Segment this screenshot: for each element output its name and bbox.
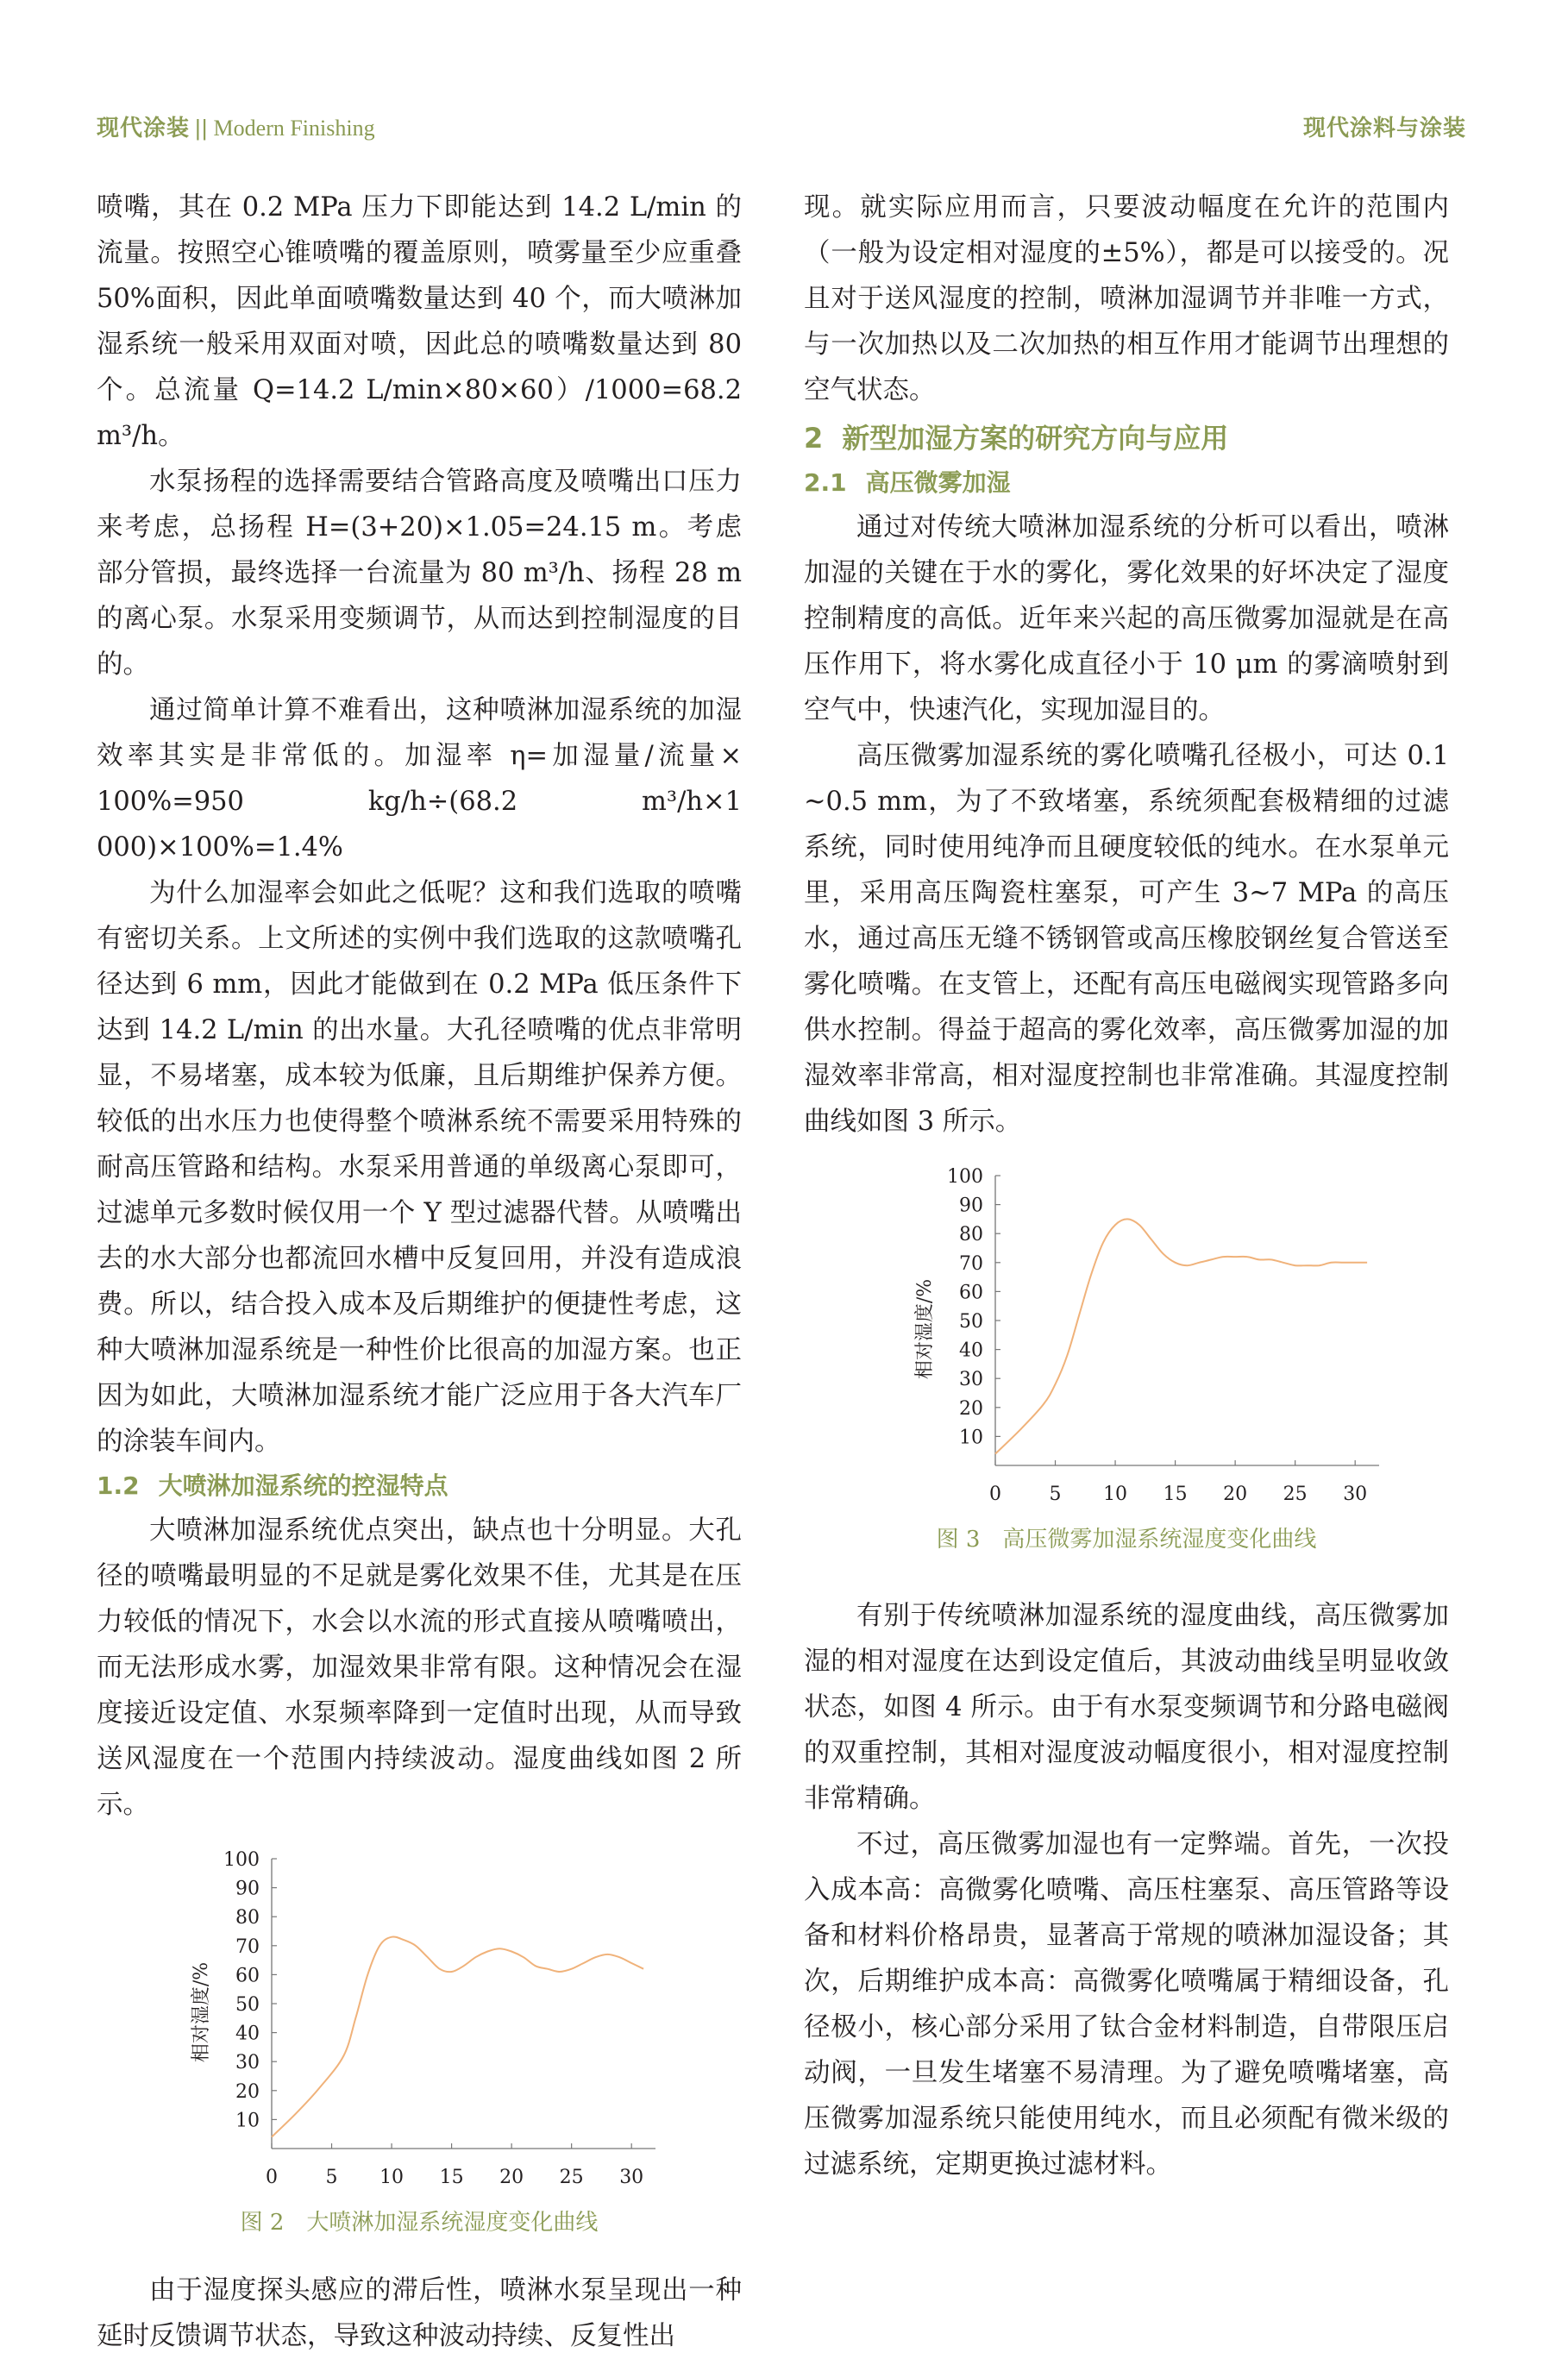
- y-tick-label: 20: [959, 1397, 983, 1420]
- x-tick-label: 20: [499, 2167, 524, 2188]
- y-tick-label: 100: [947, 1166, 983, 1188]
- paragraph: 由于湿度探头感应的滞后性，喷淋水泵呈现出一种延时反馈调节状态，导致这种波动持续、反复性出: [97, 2275, 742, 2351]
- paragraph: 高压微雾加湿系统的雾化喷嘴孔径极小，可达 0.1 ~0.5 mm，为了不致堵塞，系统须配套极精细的过滤系统，同时使用纯净而且硬度较低的纯水。在水泵单元里，采用高压陶瓷柱塞泵，可产生 3~7 MPa 的高压水，通过高压无缝不锈钢管或高压橡胶钢丝复合管送至雾化喷嘴。在支管上，还配有高压电磁阀实现管路多向供水控制。得益于超高的雾化效率，高压微雾加湿的加湿效率非常高，相对湿度控制也非常准确。其湿度控制曲线如图 3 所示。: [804, 741, 1449, 1137]
- y-tick-label: 30: [235, 2052, 260, 2074]
- y-tick-label: 80: [959, 1224, 983, 1246]
- left-column: [97, 185, 742, 2359]
- paragraph: 现。就实际应用而言，只要波动幅度在允许的范围内（一般为设定相对湿度的±5%），都是可以接受的。况且对于送风湿度的控制，喷淋加湿调节并非唯一方式，与一次加热以及二次加热的相互作用才能调节出理想的空气状态。: [804, 192, 1449, 405]
- journal-name-cn: 现代涂装: [97, 115, 191, 141]
- figure-2: [97, 1847, 742, 2195]
- heading-number: 2.1: [804, 468, 847, 497]
- heading-number: 1.2: [97, 1471, 140, 1500]
- figure-3-chart: [804, 1164, 1449, 1512]
- x-tick-label: 15: [1163, 1484, 1188, 1505]
- y-tick-label: 60: [235, 1965, 260, 1987]
- y-tick-label: 90: [235, 1878, 260, 1900]
- journal-name-en: Modern Finishing: [213, 116, 375, 141]
- heading-text: 新型加湿方案的研究方向与应用: [842, 422, 1229, 455]
- x-tick-label: 20: [1223, 1484, 1248, 1505]
- section-heading-1-2: [97, 1465, 742, 1508]
- y-axis-label: 相对湿度/%: [914, 1278, 936, 1380]
- x-tick-label: 10: [1103, 1484, 1128, 1505]
- y-tick-label: 90: [959, 1195, 983, 1217]
- header-separator: ||: [195, 115, 209, 141]
- y-tick-label: 40: [235, 2023, 260, 2045]
- paragraph: 喷嘴，其在 0.2 MPa 压力下即能达到 14.2 L/min 的流量。按照空心锥喷嘴的覆盖原则，喷雾量至少应重叠 50%面积，因此单面喷嘴数量达到 40 个，而大喷淋加湿系统一般采用双面对喷，因此总的喷嘴数量达到 80 个。总流量 Q=14.2 L/min×80×60）/1000=68.2 m³/h。: [97, 192, 742, 451]
- paragraph: 有别于传统喷淋加湿系统的湿度曲线，高压微雾加湿的相对湿度在达到设定值后，其波动曲线呈明显收敛状态，如图 4 所示。由于有水泵变频调节和分路电磁阀的双重控制，其相对湿度波动幅度很小，相对湿度控制非常精确。: [804, 1601, 1449, 1814]
- x-tick-label: 0: [989, 1484, 1001, 1505]
- section-heading-2: [804, 415, 1449, 461]
- y-tick-label: 100: [223, 1849, 260, 1871]
- humidity-series-line: [995, 1219, 1367, 1453]
- paragraph: 不过，高压微雾加湿也有一定弊端。首先，一次投入成本高：高微雾化喷嘴、高压柱塞泵、高压管路等设备和材料价格昂贵，显著高于常规的喷淋加湿设备；其次，后期维护成本高：高微雾化喷嘴属于精细设备，孔径极小，核心部分采用了钛合金材料制造，自带限压启动阀，一旦发生堵塞不易清理。为了避免喷嘴堵塞，高压微雾加湿系统只能使用纯水，而且必须配有微米级的过滤系统，定期更换过滤材料。: [804, 1829, 1449, 2180]
- figure-2-caption: 图 2 大喷淋加湿系统湿度变化曲线: [240, 2210, 599, 2236]
- y-tick-label: 60: [959, 1282, 983, 1304]
- figure-3: [804, 1164, 1449, 1512]
- x-tick-label: 25: [1283, 1484, 1308, 1505]
- y-tick-label: 80: [235, 1907, 260, 1929]
- y-tick-label: 50: [959, 1311, 983, 1333]
- x-tick-label: 5: [325, 2167, 338, 2188]
- figure-3-caption: 图 3 高压微雾加湿系统湿度变化曲线: [936, 1527, 1317, 1553]
- right-column: [804, 185, 1449, 2187]
- heading-number: 2: [804, 422, 824, 455]
- heading-text: 高压微雾加湿: [865, 468, 1011, 497]
- y-tick-label: 10: [235, 2110, 260, 2132]
- humidity-series-line: [272, 1936, 643, 2136]
- y-tick-label: 70: [959, 1252, 983, 1275]
- y-tick-label: 10: [959, 1427, 983, 1449]
- y-tick-label: 40: [959, 1339, 983, 1362]
- y-tick-label: 30: [959, 1369, 983, 1391]
- heading-text: 大喷淋加湿系统的控湿特点: [158, 1471, 448, 1500]
- paragraph: 通过对传统大喷淋加湿系统的分析可以看出，喷淋加湿的关键在于水的雾化，雾化效果的好坏决定了湿度控制精度的高低。近年来兴起的高压微雾加湿就是在高压作用下，将水雾化成直径小于 10 μm 的雾滴喷射到空气中，快速汽化，实现加湿目的。: [804, 512, 1449, 725]
- y-axis-label: 相对湿度/%: [191, 1961, 212, 2063]
- x-tick-label: 5: [1049, 1484, 1062, 1505]
- paragraph: 通过简单计算不难看出，这种喷淋加湿系统的加湿效率其实是非常低的。加湿率 η=加湿量/流量× 100%=950 kg/h÷(68.2 m³/h×1 000)×100%=1.4%: [97, 695, 742, 863]
- y-tick-label: 70: [235, 1936, 260, 1958]
- y-tick-label: 20: [235, 2080, 260, 2103]
- figure-2-chart: [97, 1847, 742, 2195]
- paragraph: 水泵扬程的选择需要结合管路高度及喷嘴出口压力来考虑，总扬程 H=(3+20)×1.05=24.15 m。考虑部分管损，最终选择一台流量为 80 m³/h、扬程 28 m 的离心泵。水泵采用变频调节，从而达到控制湿度的目的。: [97, 467, 742, 680]
- section-heading-2-1: [804, 461, 1449, 505]
- x-tick-label: 30: [619, 2167, 644, 2188]
- x-tick-label: 10: [379, 2167, 405, 2188]
- x-tick-label: 25: [559, 2167, 584, 2188]
- paragraph: 大喷淋加湿系统优点突出，缺点也十分明显。大孔径的喷嘴最明显的不足就是雾化效果不佳，尤其是在压力较低的情况下，水会以水流的形式直接从喷嘴喷出，而无法形成水雾，加湿效果非常有限。这种情况会在湿度接近设定值、水泵频率降到一定值时出现，从而导致送风湿度在一个范围内持续波动。湿度曲线如图 2 所示。: [97, 1515, 742, 1820]
- x-tick-label: 0: [266, 2167, 278, 2188]
- x-tick-label: 15: [439, 2167, 464, 2188]
- section-header: 现代涂料与涂装: [1302, 115, 1466, 141]
- x-tick-label: 30: [1343, 1484, 1368, 1505]
- paragraph: 为什么加湿率会如此之低呢？这和我们选取的喷嘴有密切关系。上文所述的实例中我们选取的这款喷嘴孔径达到 6 mm，因此才能做到在 0.2 MPa 低压条件下达到 14.2 L/min 的出水量。大孔径喷嘴的优点非常明显，不易堵塞，成本较为低廉，且后期维护保养方便。较低的出水压力也使得整个喷淋系统不需要采用特殊的耐高压管路和结构。水泵采用普通的单级离心泵即可，过滤单元多数时候仅用一个 Y 型过滤器代替。从喷嘴出去的水大部分也都流回水槽中反复回用，并没有造成浪费。所以，结合投入成本及后期维护的便捷性考虑，这种大喷淋加湿系统是一种性价比很高的加湿方案。也正因为如此，大喷淋加湿系统才能广泛应用于各大汽车厂的涂装车间内。: [97, 878, 742, 1457]
- journal-header: [97, 110, 375, 142]
- y-tick-label: 50: [235, 1994, 260, 2016]
